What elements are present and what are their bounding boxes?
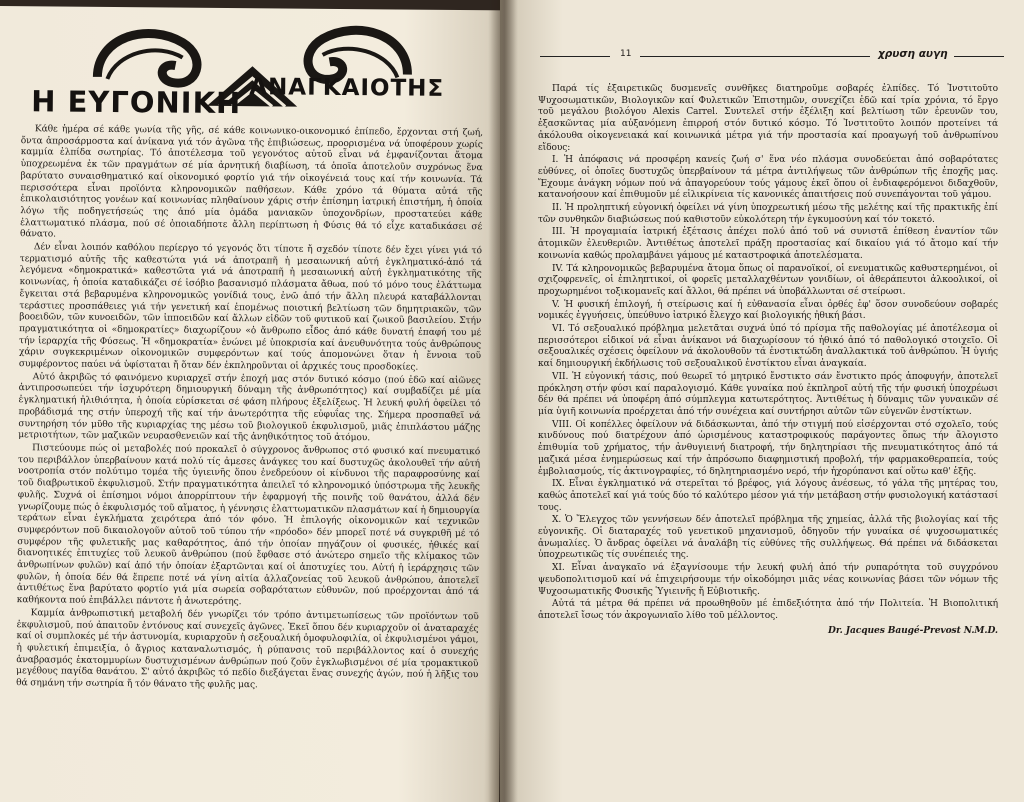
left-paragraph-2: Δέν εἶναι λοιπόν καθόλου περίεργο τό γεγονός ὅτι τίποτε ἤ σχεδόν τίποτε δέν ἔχει γίνει γιά τό τερματισμό αὐτῆς τῆς καθεστώτα γιά νά ἀποτραπῆ ἡ μεσαιωνική αὐτή ἐγκληματικό-ἀπό τά λεγόμενα «δημοκρατικά» καθεστῶτα γιά νά ἀποτραπῆ ἡ μεσαιωνική αὐτή ἐγκληματικότης τῆς κοινωνίας, ἡ ὁποία καταδικάζει σέ ἰσόβιο βασανισμό πλάσματα ἄθωα, πού τό μόνο τους ἐλάττωμα ἔγκειται στά βεβαρυμένα κληρονομικῶς γονίδιά τους, ἐνῶ ἀπό τήν ἄλλη πλευρά καταβάλλονται τεράστιες προσπάθειες γιά τήν γενετική καί ἑπομένως ποιοτική βελτίωση τῶν δημητριακῶν, τῶν βοοειδῶν, τῶν κυνοειδῶν, τῶν ἱπποειδῶν καί ἄλλων εἰδῶν τοῦ φυτικοῦ καί ζωικοῦ βασιλείου. Στήν πραγματικότητα οἱ «δημοκρατίες» διαχωρίζουν «ὁ ἄνθρωπο εἶδος ἀπό κάθε δυνατή ἐπαφή του μέ τήν ἱεραρχία τῆς Φύσεως. Ἡ «δημοκρατία» ἑνώνει μέ ὑποκρισία καί ἀνευθυνότητα τούς ἀνθρώπους χάριν συγκεκριμένων οἰκονομικῶν συμφερόντων καί τούς ἀπομονώνει ὅταν ἡ ἔννοια τοῦ συμφέροντος παύει νά ὑφίσταται ἤ ὅταν δέν ἐκπληροῦνται οἱ ἀρχικές τους προσδοκίες. [18,242,482,373]
left-page [0,6,506,802]
right-paragraph-viii: VIII. Οἱ κοπέλλες ὀφείλουν νά διδάσκωνται, ἀπό τήν στιγμή πού εἰσέρχονται στό σχολεῖο, τούς κινδύνους πού διατρέχουν ἀπό ὡρισμένους καταστροφικούς παράγοντες ὅπως τήν ἄλογιστο ἐπιθυμία τοῦ χρήματος, τήν ἀνθυγιεινή διατροφή, τήν δηλητηρίασι τῆς πνευματικότητος ἀπό τά μαζικά μέσα ἐνημερώσεως καί τήν ἀπρόσωπο διαφημιστική προβολή, τήν φαρμακοθεραπεία, τούς ἐμβολιασμούς, τίς ἀκτινογραφίες, τό δηλητηριασμένο νερό, τήν ἠχορύπανσι καί οὕτω καθ' ἑξῆς. [538,419,998,477]
right-paragraph-v: V. Ἡ φυσική ἐπιλογή, ἡ στείρωσις καί ἡ εὐθανασία εἶναι ὀρθές ἐφ' ὅσον συνοδεύουν σοβαρές νομικές ἐγγυήσεις, ὑπεύθυνο ἰατρικό ἔλεγχο καί βιολογικής ἠθική βάσι. [538,299,998,322]
headline-block [17,16,478,128]
running-header [540,48,1000,64]
page-number: 11 [620,49,632,59]
right-paragraph-iv: IV. Τά κληρονομικῶς βεβαρυμένα ἄτομα ὅπως οἱ παρανοϊκοί, οἱ ενευματικῶς καθυστερημένοι, οἱ σχιζοφρενεῖς, οἱ ἐπιληπτικοί, οἱ φορεῖς μεταλλαχθέντων γονιδίων, οἱ ἀθεράπευτοι ἀλκοολικοί, οἱ προχωρημένοι τοξικομανεῖς καί ἄλλοι, θά πρέπει νά ὑποβάλλωνται σέ στείρωσι. [538,263,998,297]
left-paragraph-4: Πιστεύουμε πώς οἱ μεταβολές πού προκαλεῖ ὁ σύγχρονος ἄνθρωπος στό φυσικό καί πνευματικό του περιβάλλον ὑπερβαίνουν κατά πολύ τίς ἀμεσες ἀνάγκες του καί δυστυχῶς ἀκολουθεῖ τήν αὐτή νοοτροπία στόν πολύτιμο τομέα τῆς ὑγιεινῆς ὅπου ἐνεδρεύουν οἱ κίνδυνοι τῆς παραφροσύνης καί τοῦ διαβρωτικοῦ ἐκφυλισμοῦ. Στήν πραγματικότητα ἀπειλεῖ τό κληρονομικό ὑπόστρωμα τῆς λευκῆς φυλῆς. Συχνά οἱ ἐπίσημοι νόμοι ἀπορρίπτουν τήν ἐφαρμογή τῆς ποινῆς τοῦ θανάτου, ἀλλά δέν γνωρίζουμε πώς ὁ ἐκφυλισμός τοῦ αἵματος, ἡ γέννησις ἐλαττωματικῶν πλασμάτων καί ἡ δημιουργία τεράτων εἶναι ἐγκλήματα χειρότερα ἀπό τόν φόνο. Ἡ ἐπιλογής οἰκονομικῶν καί τεχνικῶν συμφερόντων ποῦ δικαιολογοῦν αὐτοῦ τοῦ τύπου τήν «πρόοδο» δέν μπορεῖ ποτέ νά συγκριθῆ μέ τό συμφέρον τῆς φυλετικῆς μας καθαρότητος, ἀπό τήν ὁποίαν πηγάζουν οἱ φυσικές, ἠθικές καί διανοητικές ἐπιτυχίες τοῦ λευκοῦ ἀνθρώπου (πού ἔφθασε στό ἀνώτερο σημεῖο τῆς κλίμακος τῶν ἀνθρωπίνων φυλῶν) καί ἀπό τήν ὁποίαν ἐξαρτῶνται καί οἱ ἀποτυχίες του. Αὐτή ἡ ἱεράρχησις τῶν φυλῶν, ἡ ὁποία δέν θά ἔπρεπε ποτέ νά γίνη αἰτία ἀλλαζονείας τοῦ λευκοῦ ἀνθρώπου, ἀποτελεῖ ἀντιθέτως ἕνα βαρύτατο φορτίο γιά μία σωρεία σοβαρότατων εὐθυνῶν, πού προέρχονται ἀπό τά καθήκοντα πού ἐπιβάλλει πάντοτε ἡ ἀνωτερότης. [16,443,481,608]
header-rule-right [954,56,1004,57]
headline-title-right: ΑΝΑΓΚΑΙΟΤΗΣ [249,74,445,102]
header-rule-left [540,56,610,57]
left-paragraph-3: Αὐτό ἀκριβῶς τό φαινόμενο κυριαρχεῖ στήν ἐποχή μας στόν δυτικό κόσμο (πού ἐδῶ καί αἰῶνες ἀντιπροσωπεύει τήν ἰσχυρότερη δημιουργική δύναμη τῆς ἀνθρωπότητος) καί συμβαδίζει μέ μία ἐγκληματική ἠλιθιότητα, ἡ ὁποία εὑρίσκεται σέ φάση πλήρους ἐξελίξεως. Ἡ λευκή φυλή ὀφείλει τό προβάδισμά της στήν ὑπεροχή τῆς καί τήν ἀνωτερότητα τῆς εὐφυΐας της. Σήμερα προσπαθεῖ νά συντηρήση τόν μῦθο τῆς κυριαρχίας της μέσω τοῦ βιολογικοῦ ἐκφυλισμοῦ, μιᾶς ἐπιπλάστου μάζης μετριοτήτων, τῶν μαζικῶν νευρασθενειῶν καί τῆς ἀνηθικότητος τοῦ ἀτόμου. [18,372,481,444]
headline-title-left: Η ΕΥΓΟΝΙΚΗ [31,84,242,121]
right-paragraph-i: I. Ἡ ἀπόφασις νά προσφέρη κανείς ζωή σ' ἕνα νέο πλάσμα συνοδεύεται ἀπό σοβαρότατες εὐθύνες, οἱ ὁποῖες δυστυχῶς ὑπερβαίνουν τά μέτρα ἀντιλήψεως τῶν ἀνθρώπων τῆς ἐποχῆς μας. Ἔχουμε ἀνάγκη νόμων πού νά ἀπαγορεύουν τούς γάμους ἐκεῖ ὅπου οἱ ἐνδιαφερόμενοι διδαχθοῦν, κατανοήσουν καί ἐπιθυμοῦν μέ εἰλικρίνεια τίς κανονικές ἀπαιτήσεις πού συνεπάγονται τοῦ γάμου. [538,155,998,201]
author-signature: Dr. Jacques Baugé-Prevost N.M.D. [828,624,998,636]
right-paragraph-ii: II. Ἡ προληπτική εὐγονική ὀφείλει νά γίνη ὑποχρεωτική μέσω τῆς μελέτης καί τῆς πρακτικῆς ἐπί τῶν συνθηκῶν διαβιώσεως πού καθιστοῦν εὐκολότερη τήν ἐγκυμοσύνη καί τόν τοκετό. [538,203,998,225]
book-gutter [488,0,518,802]
right-paragraph-xi: XI. Εἶναι ἀναγκαῖο νά ἐξαγνίσουμε τήν λευκή φυλή ἀπό τήν ρυπαρότητα τοῦ συγχρόνου ψευδοπολιτισμοῦ καί νά ἐπιχειρήσουμε τήν οἰκοδόμησι μιᾶς νέας κοινωνίας βάσει τῶν νόμων τῆς Ψυχοσωματικῆς Φυσικῆς Ὑγιεινῆς ἤ Εὐβιοτικῆς. [538,563,998,597]
right-paragraph-x: X. Ὁ Ἔλεγχος τῶν γεννήσεων δέν ἀποτελεῖ πρόβλημα τῆς χημείας, ἀλλά τῆς βιολογίας καί τῆς εὐγονικῆς. Οἱ διαταραχές τοῦ γενετικοῦ μηχανισμοῦ, ὁδηγοῦν τήν γυναίκα σέ ψυχοσωματικές ἀνωμαλίες. Ὁ ἄνδρας ὀφείλει νά ἀναλάβη τίς εὐθύνες τῆς συλλήψεως. Θά πρέπει νά διδάσκεται ὑποχρεωτικῶς τίς συνέπειές της. [538,515,998,561]
left-article-body [16,124,483,695]
right-paragraph-closing: Αὐτά τά μέτρα θά πρέπει νά προωθηθοῦν μέ ἐπιδεξιότητα ἀπό τήν Πολιτεία. Ἡ Βιοπολιτική ἀποτελεῖ ἴσως τόν ἀκρογωνιαῖο λίθο τοῦ μέλλοντος. [538,599,998,621]
header-rule-middle [640,56,870,57]
right-paragraph-ix: IX. Εἶναι ἐγκληματικό νά στερεῖται τό βρέφος, γιά λόγους ἀνέσεως, τό γάλα τῆς μητέρας του, καθώς ἀποτελεῖ καί γιά τούς δύο τό καλύτερο μέσον γιά τήν μετάβαση στήν φυσιολογική κατάστασί τους. [538,479,998,513]
right-paragraph-vi: VI. Τό σεξουαλικό πρόβλημα μελετᾶται συχνά ὑπό τό πρίσμα τῆς παθολογίας μέ ἀποτέλεσμα οἱ περισσότεροι εἰδικοί νά εἶναι ἀνίκανοι νά διαχωρίσουν τό ἠθικό ἀπό τό παθολογικό στοιχεῖο. Οἱ σεξουαλικές σχέσεις ὀφείλουν νά ἀκολουθοῦν τά ἐνστικτώδη ἀναλλακτικά τοῦ ἀνθρώπου. Ἡ ὑγιής καί δημιουργική ἐκδήλωσις τοῦ σεξουαλικοῦ ἐνστίκτου εἶναι ἀναγκαία. [538,324,998,370]
left-paragraph-5: Καμμία ἀνθρωπιστική μεταβολή δέν γνωρίζει τόν τρόπο ἀντιμετωπίσεως τῶν προϊόντων τοῦ ἐκφυλισμοῦ, πού ἀπαιτοῦν ἐντόνους καί συνεχεῖς ἀγῶνες. Ἐκεῖ ὅπου δέν κυριαρχοῦν οἱ ἀναταραχές καί οἱ συμπλοκές μέ τήν ἀστυνομία, κυριαρχοῦν ἡ σεξουαλική ὁμοφυλοφιλία, οἱ ἐκφυλισμένοι γάμοι, ἡ φυλετική ἐπιμειξία, ὁ ἄγριος καταναλωτισμός, ἡ ρύπανσις τοῦ περιβάλλοντος καί ὁ συνεχής ἀναβρασμός ἑκατομμυρίων δυστυχισμένων ἀνθρώπων πού ζοῦν ἐγκλωβισμένοι σέ μία τρομακτικοῦ μεγέθους παγίδα θανάτου. Σ' αὐτό ἀκριβῶς τό πεδίο διεξάγεται ἕνας συνεχής ἀγών, πού ἡ λῆξις του θά σημάνη τήν σωτηρία ἤ τόν θάνατο τῆς φυλῆς μας. [16,608,479,691]
right-paragraph-iii: III. Ἡ προγαμιαία ἰατρική ἐξέτασις ἀπέχει πολύ ἀπό τοῦ νά συνιστᾶ ἐπίθεση ἐναντίον τῶν ἀτομικῶν ἐλευθεριῶν. Ἀντιθέτως ἀποτελεῖ πράξη προστασίας καί δικαίου γιά τό ἄτομο καί τήν κοινωνία καθώς προλαμβάνει γάμους μέ καταστροφικά ἀποτελέσματα. [538,227,998,261]
right-paragraph-vii: VII. Ἡ εὐγονική τάσις, πού θεωρεῖ τό μητρικό ἔνστικτο σάν ἔνστικτο πρός ἀποφυγήν, ἀποτελεῖ πρόκληση στήν φύσι καί παραλογισμό. Κάθε γυναίκα πού ἐκπληροῖ αὐτή τῆς τήν φυσική ὑποχρέωσι δέν θά πρέπει νά ὑποφέρη ἀπό σύμπλεγμα κατωτερότητος. Ἀντιθέτως ἡ δύναμις τῶν γυναικῶν σέ μία ὑγιῆ κοινωνία προέρχεται ἀπό τήν συνέχεια καί συντήρησι αὐτῶν τῶν εὐγενῶν ἐνστίκτων. [538,371,998,417]
right-article-body [538,84,998,636]
running-title: χρυση αυγη [878,48,948,60]
right-page [500,0,1024,802]
left-paragraph-1: Κάθε ἡμέρα σέ κάθε γωνία τῆς γῆς, σέ κάθε κοινωνικο-οικονομικό ἐπίπεδο, ἔρχονται στή ζωή, ὄντα ἀπροσάρμοστα καί ἀνίκανα γιά τόν ἀγῶνα τῆς ἐπιβιώσεως, προορισμένα νά ὑποφέρουν χωρίς καμμία ἐλπίδα σωτηρίας. Τό ἀποτέλεσμα τοῦ γεγονότος αὐτοῦ εἶναι νά ἐμφανίζονται ἄτομα ὑποχρεωμένα ἐκ τῶν πραγμάτων σέ μία ἀρνητική διαβίωση, τά ὁποῖα ἀποτελοῦν συχρόνως ἕνα βαρύτατο συναισθηματικό καί οἰκονομικό φορτίο γιά τήν οἰκογένειά τους καί τήν κοινωνία. Τά περισσότερα εἶναι προϊόντα κληρονομικῶν παθήσεων. Κάθε χρόνο τά θύματα αὐτά τῆς ἐπικολαισιότητος γονέων καί κοινωνίας πληθαίνουν χάρις στήν ἐπίσημη ἰατρική ἐπιστήμη, ἡ ὁποία λόγω τῆς ποδηγετήσεώς της ἀπό μία ὁμάδα μανιακῶν ὑποχονδρίων, προστατεύει κάθε ἐλαττωματικό πλάσμα, πού σέ ὁποιαδήποτε ἄλλη περίπτωση ἡ Φύσις θά τό εἶχε καταδικάσει σέ θάνατο. [19,124,483,240]
right-paragraph-intro: Παρά τίς ἐξαιρετικῶς δυσμενεῖς συνθῆκες διατηροῦμε σοβαρές ἐλπίδες. Τό Ἰνστιτοῦτο Ψυχοσωματικῶν, Βιολογικῶν καί Φυλετικῶν Ἐπιστημῶν, συνεχίζει ἐδῶ καί τρία χρόνια, τό ἔργο τοῦ μεγάλου βιολόγου Alexis Carrel. Συντελεῖ στήν ἐξέλιξη καί βελτίωση τῶν ἐρευνῶν του, ἐξασκῶντας μία αὐξανόμενη ἐπιρροή στόν δυτικό κόσμο. Τό Ἰνστιτοῦτο λοιπόν προτείνει τά ἀκόλουθα οἰκογενειακά καί κοινωνικά μέτρα γιά τήν προστασία καί προαγωγή τοῦ ἀνθρωπίνου εἴδους: [538,84,998,153]
